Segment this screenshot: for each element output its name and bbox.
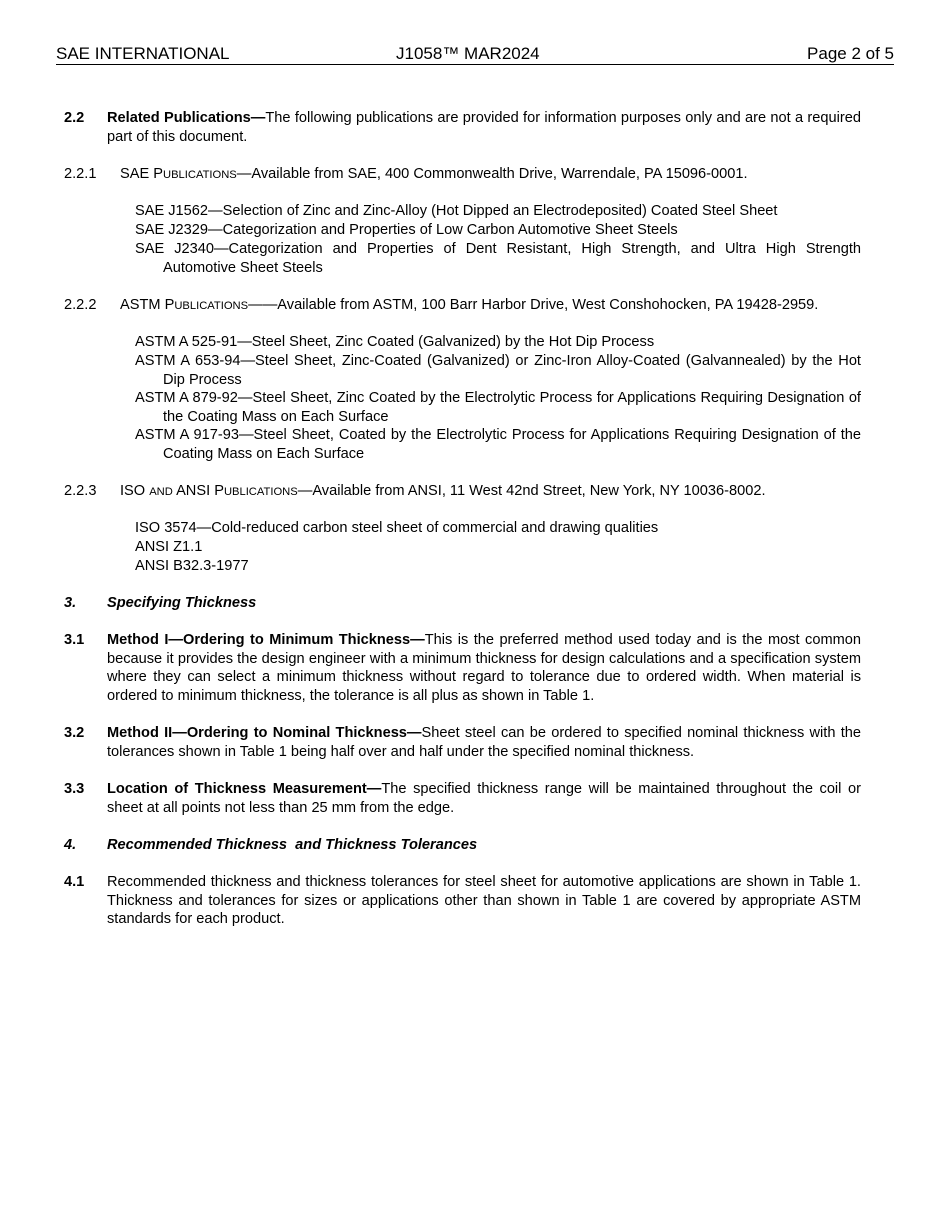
- section-text: The specified thickness range will be maintained throughout the coil or sheet at all points not less than 25 mm from the edge.: [107, 781, 861, 816]
- reference-item: SAE J2340—Categorization and Properties of Dent Resistant, High Strength, and Ultra High Strength Automotive Sheet Steels: [135, 241, 861, 276]
- section-number: 3.: [64, 595, 77, 611]
- org-name-smallcaps: UBLICATIONS: [223, 486, 298, 498]
- reference-item: ISO 3574—Cold-reduced carbon steel sheet of commercial and drawing qualities: [135, 520, 659, 536]
- reference-item: ANSI Z1.1: [135, 539, 203, 555]
- section-2-2-1-heading: [120, 165, 748, 185]
- section-number: 3.3: [64, 781, 85, 797]
- org-name: SAE P: [120, 166, 163, 182]
- section-text: ——Available from ASTM, 100 Barr Harbor Drive, West Conshohocken, PA 19428-2959.: [248, 297, 819, 313]
- section-3-2-paragraph: [107, 724, 861, 761]
- reference-item: ASTM A 917-93—Steel Sheet, Coated by the Electrolytic Process for Applications Requiring Designation of the Coating Mass on Each Surface: [135, 427, 861, 462]
- section-heading: Recommended Thickness and Thickness Tolerances: [107, 837, 478, 853]
- section-3-1-paragraph: [107, 631, 861, 706]
- section-4-1-paragraph: Recommended thickness and thickness tolerances for steel sheet for automotive applications are shown in Table 1. Thickness and tolerances for sizes or applications other than shown in Table 1 are covered by appropriate ASTM standards for each product.: [107, 874, 861, 928]
- section-number: 4.1: [64, 874, 85, 890]
- section-2-2-paragraph: [107, 109, 861, 146]
- page-header: [56, 43, 894, 65]
- org-conjunction: AND: [149, 486, 173, 498]
- section-text: The following publications are provided for information purposes only and are not a required part of this document.: [107, 110, 861, 145]
- section-title: Related Publications—: [107, 110, 266, 126]
- section-number: 2.2.1: [64, 166, 97, 182]
- section-heading: Specifying Thickness: [107, 595, 257, 611]
- org-name: ASTM P: [120, 297, 175, 313]
- section-text: Sheet steel can be ordered to specified nominal thickness with the tolerances shown in Table 1 being half over and half under the specified nominal thickness.: [107, 725, 861, 760]
- header-document-id: J1058™ MAR2024: [396, 44, 540, 63]
- section-number: 2.2.3: [64, 483, 97, 499]
- section-number: 2.2: [64, 110, 85, 126]
- reference-item: SAE J1562—Selection of Zinc and Zinc-Alloy (Hot Dipped an Electrodeposited) Coated Steel Sheet: [135, 203, 778, 219]
- org-name: ANSI P: [172, 483, 224, 499]
- section-title: Method II—Ordering to Nominal Thickness—: [107, 725, 422, 741]
- header-organization: SAE INTERNATIONAL: [56, 44, 230, 63]
- section-number: 2.2.2: [64, 297, 97, 313]
- org-name-smallcaps: UBLICATIONS: [163, 169, 237, 181]
- section-number: 3.2: [64, 725, 85, 741]
- org-name-smallcaps: UBLICATIONS: [174, 300, 249, 312]
- reference-item: ASTM A 653-94—Steel Sheet, Zinc-Coated (Galvanized) or Zinc-Iron Alloy-Coated (Galvannealed) by the Hot Dip Process: [135, 353, 861, 388]
- reference-item: ANSI B32.3-1977: [135, 558, 249, 574]
- section-number: 4.: [64, 837, 77, 853]
- section-text: —Available from SAE, 400 Commonwealth Drive, Warrendale, PA 15096-0001.: [236, 166, 748, 182]
- reference-item: ASTM A 525-91—Steel Sheet, Zinc Coated (Galvanized) by the Hot Dip Process: [135, 334, 655, 350]
- section-text: —Available from ANSI, 11 West 42nd Street, New York, NY 10036-8002.: [297, 483, 766, 499]
- reference-item: SAE J2329—Categorization and Properties of Low Carbon Automotive Sheet Steels: [135, 222, 678, 238]
- section-text: This is the preferred method used today and is the most common because it provides the design engineer with a minimum thickness for design calculations and a specification system where they can select a minimum thickness without regard to tolerance due to ordered width. When material is ordered to minimum thickness, the tolerance is all plus as shown in Table 1.: [107, 632, 861, 705]
- section-2-2-3-heading: [120, 482, 766, 502]
- header-page-number: Page 2 of 5: [807, 44, 894, 63]
- reference-item: ASTM A 879-92—Steel Sheet, Zinc Coated by the Electrolytic Process for Applications Requiring Designation of the Coating Mass on Each Surface: [135, 390, 861, 425]
- section-title: Location of Thickness Measurement—: [107, 781, 382, 797]
- org-name: ISO: [120, 483, 150, 499]
- section-title: Method I—Ordering to Minimum Thickness—: [107, 632, 425, 648]
- section-2-2-2-heading: [120, 296, 818, 316]
- section-number: 3.1: [64, 632, 85, 648]
- section-3-3-paragraph: [107, 780, 861, 817]
